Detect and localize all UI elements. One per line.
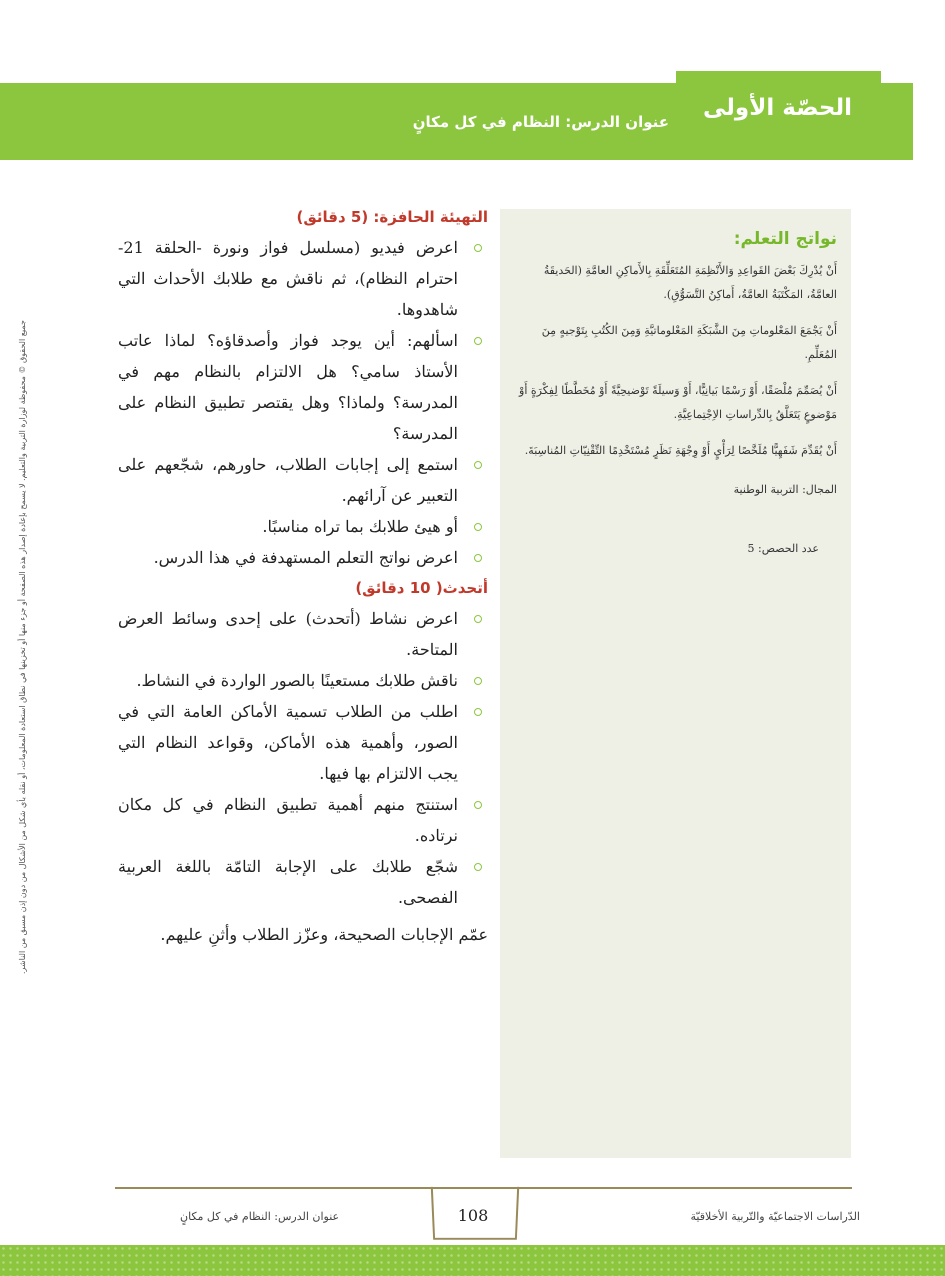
outcome-item: أَنْ يَجْمَعَ المَعْلوماتِ مِنَ الشَّبَكَةِ المَعْلوماتيَّةِ وَمِنَ الكُتُبِ بِتَوْجيهٍ مِنَ المُعَلِّمِ. — [541, 324, 837, 361]
bullet-icon — [474, 461, 482, 469]
page-number: 108 — [457, 1206, 489, 1225]
bullet-icon — [474, 337, 482, 345]
list-item: استنتج منهم أهمية تطبيق النظام في كل مكان نرتاده. — [118, 789, 488, 851]
warmup-title: التهيئة الحافزة: (5 دقائق) — [296, 208, 488, 226]
list-item: شجّع طلابك على الإجابة التامّة باللغة العربية الفصحى. — [118, 851, 488, 913]
bullet-icon — [474, 677, 482, 685]
lesson-content — [118, 202, 488, 950]
closing-text: عمّم الإجابات الصحيحة، وعزّز الطلاب وأثنِ عليهم. — [160, 925, 488, 944]
copyright-note: جميع الحقوق © محفوظة لوزارة التربية والتعليم. لا يسمح بإعادة إصدار هذه الصفحة أو جزء منها أو تخزينها في نطاق استعادة المعلومات، أو نقله بأي شكل من الأشكال من دون إذن مسبق من الناشر. — [18, 320, 27, 974]
session-tab — [676, 71, 881, 160]
session-title: الحصّة الأولى — [703, 95, 852, 121]
outcome-item: أَنْ يُصَمِّمَ مُلْصَقًا، أَوْ رَسْمًا بَيانِيًّا، أَوْ وَسيلَةً تَوْضيحِيَّةً أَوْ مُخَطَّطًا لِفِكْرَةٍ أَوْ مَوْضوعٍ يَتَعَلَّقُ بِالدِّراساتِ الاِجْتِماعِيَّةِ. — [519, 384, 837, 421]
bullet-icon — [474, 523, 482, 531]
list-item: اعرض فيديو (مسلسل فواز ونورة -الحلقة 21- احترام النظام)، ثم ناقش مع طلابك الأحداث التي شاهدوها. — [118, 232, 488, 325]
talk-list — [118, 603, 488, 913]
list-item: اسألهم: أين يوجد فواز وأصدقاؤه؟ لماذا عاتب الأستاذ سامي؟ هل الالتزام بالنظام مهم في المدرسة؟ ولماذا؟ وهل يقتصر تطبيق النظام على المدرسة؟ — [118, 325, 488, 449]
bullet-icon — [474, 244, 482, 252]
list-item: اعرض نشاط (أتحدث) على إحدى وسائط العرض المتاحة. — [118, 603, 488, 665]
learning-outcomes-panel — [500, 209, 851, 1158]
list-item: اطلب من الطلاب تسمية الأماكن العامة التي في الصور، وأهمية هذه الأماكن، وقواعد النظام التي يجب الالتزام بها فيها. — [118, 696, 488, 789]
list-item: أو هيئ طلابك بما تراه مناسبًا. — [118, 511, 488, 542]
sessions-count: عدد الحصص: 5 — [747, 542, 819, 555]
bullet-icon — [474, 615, 482, 623]
outcome-item: أَنْ يُقَدِّمَ شَفَهِيًّا مُلَخَّصًا لِرَأْيٍ أَوْ وِجْهَةِ نَظَرٍ مُسْتَخْدِمًا التِّقْنِيّاتِ المُناسِبَةَ. — [524, 444, 837, 457]
domain-label: المجال: التربية الوطنية — [733, 483, 837, 496]
warmup-list — [118, 232, 488, 573]
outcomes-heading: نواتج التعلم: — [733, 229, 837, 249]
lesson-title: عنوان الدرس: النظام في كل مكانٍ — [412, 113, 669, 131]
list-item: ناقش طلابك مستعينًا بالصور الواردة في النشاط. — [118, 665, 488, 696]
footer-subject: الدّراسات الاجتماعيّة والتّربية الأخلاقيّة — [690, 1210, 860, 1223]
bullet-icon — [474, 801, 482, 809]
bottom-pattern-band — [0, 1245, 945, 1276]
list-item: استمع إلى إجابات الطلاب، حاورهم، شجّعهم على التعبير عن آرائهم. — [118, 449, 488, 511]
talk-title: أتحدث( 10 دقائق) — [355, 579, 488, 597]
outcome-item: أَنْ يُدْرِكَ بَعْضَ القَواعِدِ وَالأَنْظِمَةِ المُتَعَلِّقَةِ بِالأَماكِنِ العامَّةِ (الحَديقَةُ العامَّةُ، المَكْتَبَةُ العامَّةُ، أَماكِنُ التَّسَوُّقِ). — [543, 264, 837, 301]
bullet-icon — [474, 708, 482, 716]
footer-lesson-title: عنوان الدرس: النظام في كل مكانٍ — [180, 1210, 340, 1223]
bullet-icon — [474, 863, 482, 871]
bullet-icon — [474, 554, 482, 562]
list-item: اعرض نواتج التعلم المستهدفة في هذا الدرس. — [118, 542, 488, 573]
